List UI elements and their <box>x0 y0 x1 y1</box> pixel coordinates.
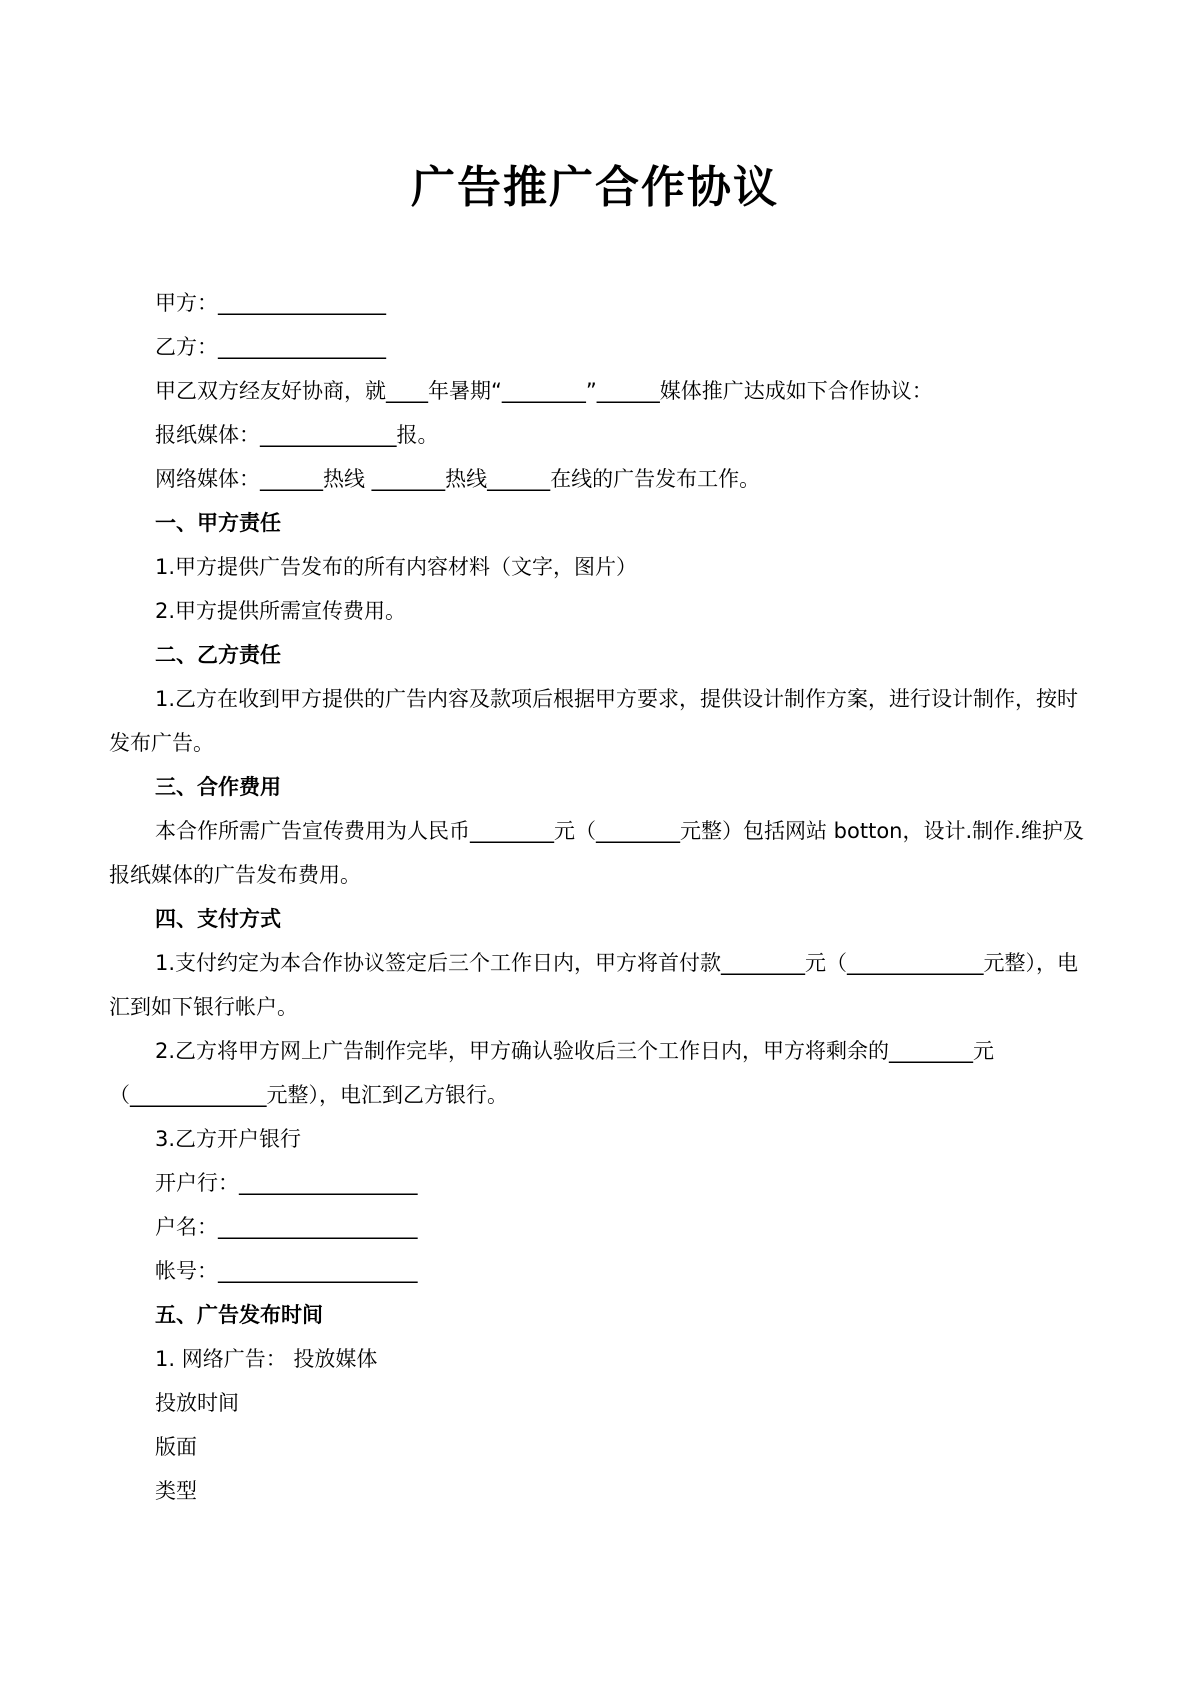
party-b-line: 乙方：________________ <box>155 335 386 359</box>
network-media-line: 网络媒体：______热线 _______热线______在线的广告发布工作。 <box>155 467 761 491</box>
document-body <box>109 281 1094 1513</box>
section-5-item: 1. 网络广告： 投放媒体 <box>155 1347 378 1371</box>
section-3-text: 本合作所需广告宣传费用为人民币________元（________元整）包括网站 botton，设计.制作.维护及报纸媒体的广告发布费用。 <box>109 819 1084 887</box>
section-5-heading: 五、广告发布时间 <box>155 1303 323 1327</box>
intro-paragraph: 甲乙双方经友好协商，就____年暑期“________”______媒体推广达成如下合作协议： <box>155 379 933 403</box>
section-1-heading: 一、甲方责任 <box>155 511 281 535</box>
section-4-payment-2: 2.乙方将甲方网上广告制作完毕，甲方确认验收后三个工作日内，甲方将剩余的________元（_____________元整），电汇到乙方银行。 <box>109 1039 995 1107</box>
section-5-item: 版面 <box>155 1435 197 1459</box>
section-1-item: 1.甲方提供广告发布的所有内容材料（文字，图片） <box>155 555 638 579</box>
section-5-item: 类型 <box>155 1479 197 1503</box>
section-2-item: 1.乙方在收到甲方提供的广告内容及款项后根据甲方要求，提供设计制作方案，进行设计制作，按时发布广告。 <box>109 687 1079 755</box>
account-name-field: 户名：___________________ <box>155 1215 418 1239</box>
party-a-line: 甲方：________________ <box>155 291 386 315</box>
section-4-bank-heading: 3.乙方开户银行 <box>155 1127 302 1151</box>
section-3-heading: 三、合作费用 <box>155 775 281 799</box>
section-5-item: 投放时间 <box>155 1391 239 1415</box>
document-title: 广告推广合作协议 <box>411 162 779 213</box>
section-4-payment-1: 1.支付约定为本合作协议签定后三个工作日内，甲方将首付款________元（_____________元整），电汇到如下银行帐户。 <box>109 951 1079 1019</box>
newspaper-media-line: 报纸媒体：_____________报。 <box>155 423 439 447</box>
section-2-heading: 二、乙方责任 <box>155 643 281 667</box>
section-4-heading: 四、支付方式 <box>155 907 281 931</box>
bank-name-field: 开户行：_________________ <box>155 1171 418 1195</box>
account-number-field: 帐号：___________________ <box>155 1259 418 1283</box>
section-1-item: 2.甲方提供所需宣传费用。 <box>155 599 407 623</box>
